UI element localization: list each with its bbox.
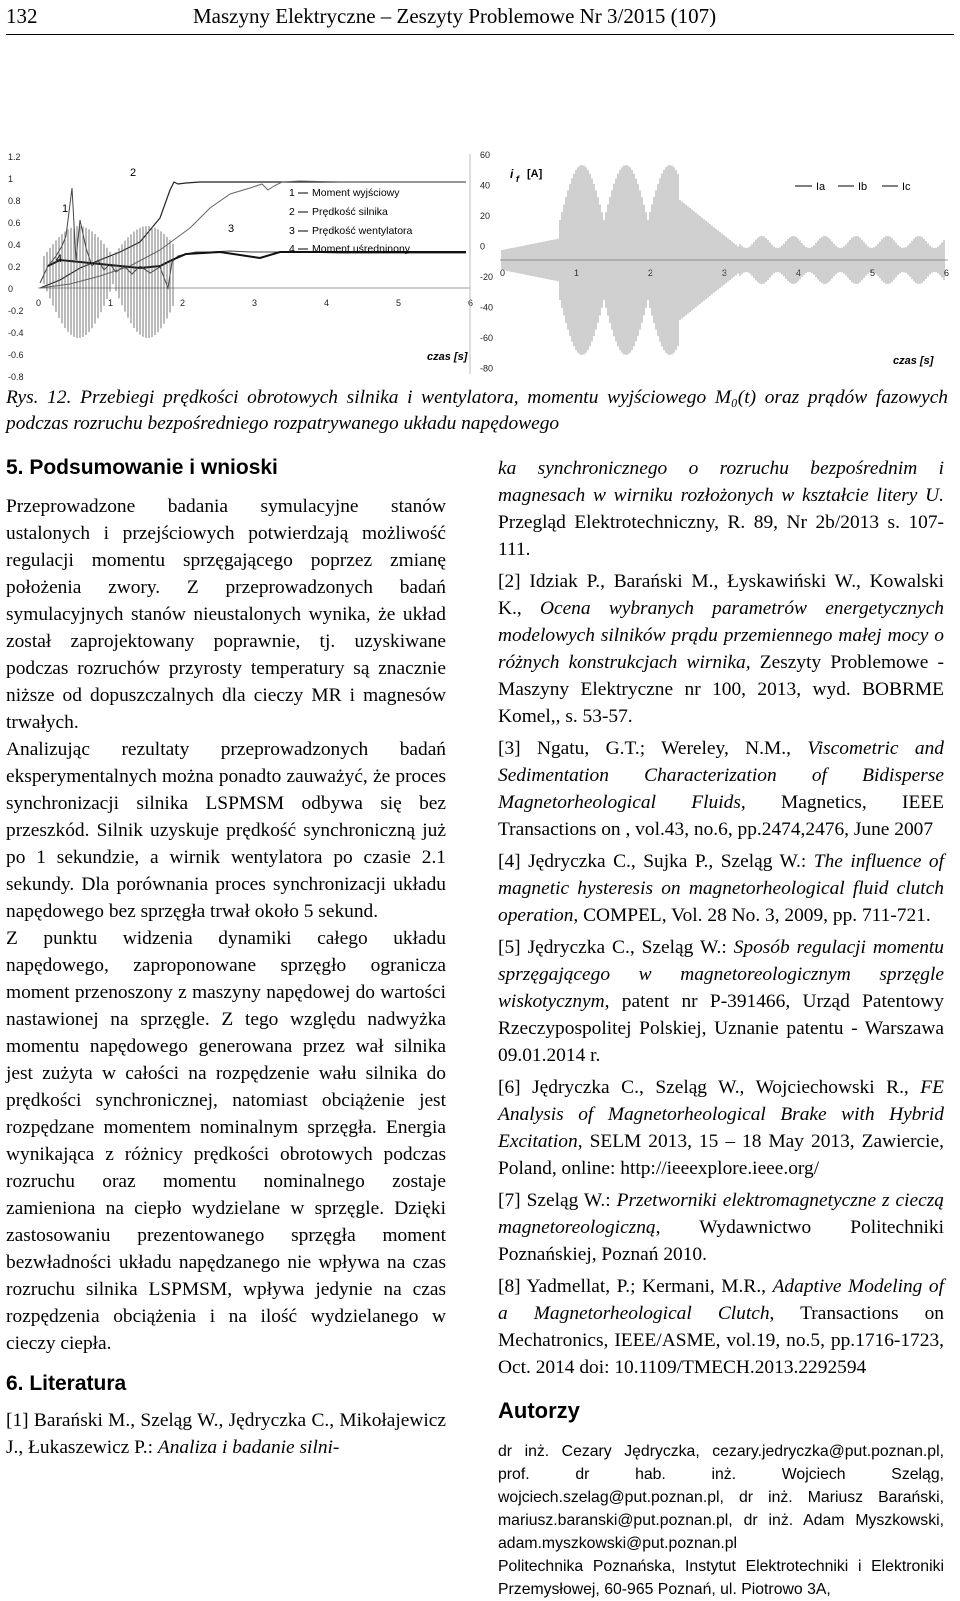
left-y-tick: 1 [8, 174, 14, 184]
paragraph-3: Z punktu widzenia dynamiki całego układu napędowego, zaproponowane sprzęgło ogranicza moment przenoszony z maszyny napędowej do wartości nastawionej na sprzęgle. Z tego względu nadwyżka momentu napędowego generowana przez wał silnika jest zużyta w całości na rozpędzenie wału silnika do prędkości synchronicznej, natomiast obciążenie jest rozpędzane momentem nominalnym sprzęgła. Energia wynikająca z różnicy prędkości obrotowych podczas rozruchu oraz momentu nominalnego zostaje zamieniona na ciepło wydzielane w sprzęgle. Dzięki zastosowaniu prezentowanego sprzęgła moment bezwładności układu napędzanego nie wpływa na czas rozruchu silnika LSPMSM, wpływa jedynie na czas rozpędzenia obciążenia i na ilość wydzielanego w cieczy ciepła. [6, 928, 446, 1354]
header-rule [6, 34, 954, 35]
ref8-authors: [8] Yadmellat, P.; Kermani, M.R., [498, 1276, 773, 1297]
right-y-tick: -80 [480, 363, 494, 374]
left-x-label: czas [s] [427, 351, 468, 363]
left-y-tick: 0.8 [8, 196, 21, 206]
left-y-tick: -0.2 [8, 306, 24, 316]
section-5-title: 5. Podsumowanie i wnioski [6, 456, 278, 479]
ref7-title: Przetworniki elektromagnetyczne z cieczą magnetoreologiczną [498, 1190, 945, 1238]
left-y-tick: -0.4 [8, 328, 24, 338]
authors-text: dr inż. Cezary Jędryczka, cezary.jedryczka@put.poznan.pl, prof. dr hab. inż. Wojciech Szeląg, wojciech.szelag@put.poznan.pl, dr inż. Mariusz Barański, mariusz.baranski@put.poznan.pl, dr inż. Adam Myszkowski, adam.myszkowski@put.poznan.pl [498, 1443, 944, 1552]
ref8-source: , Transactions on Mechatronics, IEEE/ASME, vol.19, no.5, pp.1716-1723, Oct. 2014 doi: 10.1109/TMECH.2013.2292594 [498, 1303, 944, 1378]
left-y-tick: 0.4 [8, 240, 21, 250]
right-y-tick: 60 [480, 150, 491, 160]
ref3-title: Viscometric and Sedimentation Characterization of Bidisperse Magnetorheological Fluids [498, 738, 944, 813]
ref5-source: , patent nr P-391466, Urząd Patentowy Rzeczypospolitej Polskiej, Uznanie patentu - Warszawa 09.01.2014 r. [498, 991, 944, 1066]
ref1-title-cont: ka synchronicznego o rozruchu bezpośrednim i magnesach w wirniku rozłożonych w kształcie litery U. [498, 458, 944, 506]
right-x-label: czas [s] [893, 355, 934, 367]
right-legend [795, 181, 911, 193]
ref4-authors: [4] Jędryczka C., Sujka P., Szeląg W.: [498, 851, 814, 872]
left-x-tick: 5 [396, 298, 402, 308]
left-x-tick: 2 [180, 298, 186, 308]
ref1-source: Przegląd Elektrotechniczny, R. 89, Nr 2b/2013 s. 107-111. [498, 512, 944, 560]
ref2-title: Ocena wybranych parametrów energetycznych modelowych silników prądu przemiennego małej mocy o różnych konstrukcjach wirnika, [498, 598, 944, 673]
left-x-tick: 0 [36, 298, 42, 308]
reference-2 [498, 568, 944, 730]
left-plot [8, 152, 473, 380]
left-y-tick: 0 [8, 284, 14, 294]
ref8-title: Adaptive Modeling of a Magnetorheological Clutch [498, 1276, 944, 1324]
left-y-tick: -0.8 [8, 372, 24, 380]
reference-1-start [6, 1407, 446, 1461]
ref7-authors: [7] Szeląg W.: [498, 1190, 617, 1211]
legend-label-1: Moment wyjściowy [312, 187, 400, 199]
legend-num-4: 4 [289, 243, 295, 255]
legend-ib: Ib [858, 181, 868, 193]
right-y-tick: -20 [480, 272, 494, 282]
ref1-title-start: Analiza i badanie silni- [157, 1437, 340, 1458]
legend-label-3: Prędkość wentylatora [312, 225, 413, 237]
authors-title: Autorzy [498, 1398, 580, 1423]
right-y-label-sub: f [516, 174, 519, 184]
right-column [498, 455, 944, 1601]
callout-4: 4 [56, 253, 63, 265]
page-number: 132 [6, 4, 38, 28]
reference-3 [498, 735, 944, 843]
left-y-tick: 0.6 [8, 218, 21, 228]
journal-title: Maszyny Elektryczne – Zeszyty Problemowe Nr 3/2015 (107) [193, 4, 717, 28]
legend-num-1: 1 [289, 187, 295, 199]
right-y-tick: 20 [480, 211, 491, 221]
ref7-source: , Wydawnictwo Politechniki Poznańskiej, Poznań 2010. [498, 1217, 944, 1265]
ref6-authors: [6] Jędryczka C., Szeląg W., Wojciechowski R., [498, 1077, 921, 1098]
left-x-tick: 6 [468, 298, 474, 308]
legend-label-2: Prędkość silnika [312, 206, 388, 218]
right-y-tick: -40 [480, 302, 494, 313]
callout-2: 2 [130, 167, 137, 179]
page-header [0, 0, 960, 42]
legend-num-2: 2 [289, 206, 295, 218]
legend-num-3: 3 [289, 225, 295, 237]
reference-6 [498, 1074, 944, 1182]
ref3-authors: [3] Ngatu, G.T.; Wereley, N.M., [498, 738, 808, 759]
figure-caption: Rys. 12. Przebiegi prędkości obrotowych silnika i wentylatora, momentu wyjściowego M₀(t) oraz prądów fazowych podczas rozruchu bezpośredniego rozpatrywanego układu napędowego [6, 387, 948, 434]
left-x-tick: 4 [324, 298, 330, 308]
ref5-title: Sposób regulacji momentu sprzęgającego w magnetoreologicznym sprzęgle wiskotycznym [498, 937, 944, 1012]
paragraph-1: Przeprowadzone badania symulacyjne stanów ustalonych i przejściowych potwierdzają możliwość regulacji momentu sprzęgającego poprzez zmianę położenia zwory. Z przeprowadzonych badań symulacyjnych stanów nieustalonych wynika, że układ został zaprojektowany poprawnie, tj. uzyskiwane podczas rozruchów przyrosty temperatury są znacznie niższe od dopuszczalnych dla cieczy MR i magnesów trwałych. [6, 496, 446, 733]
right-plot [480, 150, 949, 374]
right-y-label-symbol: i [510, 167, 514, 181]
right-y-tick: 0 [480, 241, 486, 252]
right-x-tick: 4 [796, 268, 802, 278]
left-column [6, 455, 446, 1466]
section-6-title: 6. Literatura [6, 1372, 127, 1395]
left-y-tick: 1.2 [8, 152, 21, 162]
left-x-tick: 1 [108, 298, 114, 308]
legend-ic: Ic [902, 181, 911, 193]
ref1-authors: [1] Barański M., Szeląg W., Jędryczka C., Mikołajewicz J., Łukaszewicz P.: [6, 1410, 446, 1458]
ref2-source: Zeszyty Problemowe - Maszyny Elektryczne nr 100, 2013, wyd. BOBRME Komel,, s. 53-57. [498, 652, 944, 727]
ref5-authors: [5] Jędryczka C., Szeląg W.: [498, 937, 734, 958]
reference-1-cont [498, 455, 944, 563]
right-x-tick: 6 [944, 268, 950, 278]
right-x-tick: 2 [648, 268, 654, 278]
right-y-tick: 40 [480, 180, 491, 191]
legend-ia: Ia [816, 181, 826, 193]
reference-8 [498, 1273, 944, 1381]
ref4-source: , COMPEL, Vol. 28 No. 3, 2009, pp. 711-721. [573, 905, 931, 926]
right-y-label-unit: [A] [527, 168, 543, 180]
left-y-tick: 0.2 [8, 262, 21, 272]
ref2-authors: [2] Idziak P., Barański M., Łyskawiński W., Kowalski K., [498, 571, 944, 619]
right-y-tick: -60 [480, 333, 494, 343]
right-x-tick: 0 [500, 268, 506, 278]
reference-7 [498, 1187, 944, 1268]
left-y-tick: -0.6 [8, 350, 24, 360]
ref3-source: , Magnetics, IEEE Transactions on , vol.43, no.6, pp.2474,2476, June 2007 [498, 792, 944, 840]
reference-5 [498, 934, 944, 1069]
right-x-tick: 1 [574, 268, 580, 278]
callout-1: 1 [62, 203, 69, 215]
right-x-tick: 3 [722, 268, 728, 278]
figure-12 [0, 148, 960, 380]
callout-3: 3 [228, 223, 235, 235]
figure-svg [0, 148, 960, 380]
legend-label-4: Moment uśredninony [312, 243, 411, 255]
ref6-source: , SELM 2013, 15 – 18 May 2013, Zawiercie, Poland, online: http://ieeexplore.ieee.org/ [498, 1131, 944, 1179]
ref6-title: FE Analysis of Magnetorheological Brake with Hybrid Excitation [498, 1077, 944, 1152]
affiliation: Politechnika Poznańska, Instytut Elektrotechniki i Elektroniki Przemysłowej, 60-965 Poznań, ul. Piotrowo 3A, [498, 1558, 944, 1598]
left-x-tick: 3 [252, 298, 258, 308]
paragraph-2: Analizując rezultaty przeprowadzonych badań eksperymentalnych można ponadto zauważyć, że proces synchronizacji silnika LSPMSM odbywa się bez przeszkód. Silnik uzyskuje prędkość synchroniczną już po 1 sekundzie, a wirnik wentylatora po czasie 2.1 sekundy. Dla porównania proces synchronizacji układu napędowego bez sprzęgła trwał około 5 sekund. [6, 739, 446, 922]
reference-4 [498, 848, 944, 929]
right-x-tick: 5 [870, 268, 876, 278]
ref4-title: The influence of magnetic hysteresis on magnetorheological fluid clutch operation [498, 851, 944, 926]
